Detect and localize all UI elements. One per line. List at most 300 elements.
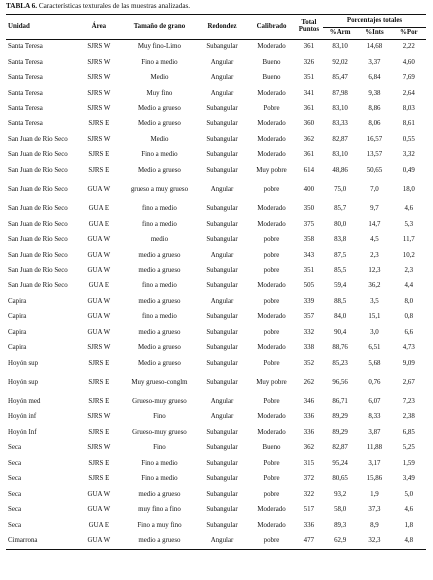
cell-area: GUA E xyxy=(88,205,110,213)
cell-por: 4,4 xyxy=(404,282,414,290)
cell-arm: 85,47 xyxy=(332,74,348,82)
table-row xyxy=(6,102,426,117)
cell-por: 2,22 xyxy=(402,43,415,51)
cell-unidad: Hoyón med xyxy=(8,398,41,406)
cell-calibrado: Pobre xyxy=(263,359,280,367)
cell-arm: 84,0 xyxy=(334,313,347,321)
cell-ints: 15,1 xyxy=(368,313,381,321)
cell-ints: 14,7 xyxy=(368,220,381,228)
cell-total-puntos: 262 xyxy=(303,378,315,386)
cell-arm: 83,8 xyxy=(334,236,347,244)
cell-area: SJRS E xyxy=(88,475,110,483)
cell-arm: 83,10 xyxy=(332,43,348,51)
cell-ints: 4,5 xyxy=(370,236,379,244)
cell-calibrado: Moderado xyxy=(257,135,286,143)
cell-total-puntos: 315 xyxy=(303,459,315,467)
cell-arm: 95,24 xyxy=(332,459,348,467)
cell-unidad: Hoyón sup xyxy=(8,359,39,367)
cell-tamano: fino a medio xyxy=(142,313,177,321)
cell-unidad: San Juan de Río Seco xyxy=(8,185,68,193)
cell-unidad: Santa Teresa xyxy=(8,58,43,66)
cell-area: SJRS W xyxy=(87,135,111,143)
table-row xyxy=(6,426,426,441)
cell-por: 0,55 xyxy=(402,135,415,143)
cell-calibrado: pobre xyxy=(263,251,280,259)
cell-arm: 92,02 xyxy=(332,58,348,66)
cell-total-puntos: 400 xyxy=(303,185,315,193)
cell-total-puntos: 339 xyxy=(303,297,315,305)
cell-total-puntos: 477 xyxy=(295,534,323,550)
cell-calibrado: Pobre xyxy=(263,475,280,483)
cell-por: 4,6 xyxy=(404,205,414,213)
cell-total-puntos: 361 xyxy=(303,105,315,113)
cell-calibrado: pobre xyxy=(263,297,280,305)
table-row xyxy=(6,248,426,263)
cell-tamano: medio a grueso xyxy=(138,251,181,259)
cell-ints: 9,7 xyxy=(370,205,379,213)
cell-calibrado: Moderado xyxy=(257,89,286,97)
cell-ints: 36,2 xyxy=(368,282,381,290)
cell-redondez: Subangular xyxy=(206,506,238,514)
table-row xyxy=(6,233,426,248)
cell-calibrado: Moderado xyxy=(257,282,286,290)
cell-total-puntos: 362 xyxy=(303,135,315,143)
cell-tamano: Fino a medio xyxy=(141,151,178,159)
cell-redondez: Subangular xyxy=(206,205,238,213)
cell-ints: 2,3 xyxy=(370,251,379,259)
cell-calibrado: Moderado xyxy=(257,313,286,321)
cell-arm: 48,86 xyxy=(332,166,348,174)
cell-por: 4,6 xyxy=(404,506,414,514)
cell-area: SJRS W xyxy=(87,344,111,352)
cell-arm: 86,71 xyxy=(332,398,348,406)
cell-area: GUA W xyxy=(87,266,111,274)
cell-area: GUA W xyxy=(87,251,111,259)
cell-calibrado: Pobre xyxy=(263,459,280,467)
cell-redondez: Angular xyxy=(210,185,234,193)
cell-area: SJRS W xyxy=(87,89,111,97)
cell-por: 3,49 xyxy=(402,475,415,483)
cell-unidad: San Juan de Río Seco xyxy=(8,151,68,159)
table-row xyxy=(6,487,426,502)
cell-tamano: Muy fino xyxy=(146,89,173,97)
cell-ints: 11,88 xyxy=(366,444,383,452)
header-area: Área xyxy=(75,15,123,40)
cell-por: 5,0 xyxy=(404,490,414,498)
cell-unidad: Hoyón sup xyxy=(8,378,39,386)
cell-tamano: fino a medio xyxy=(142,205,177,213)
cell-area: GUA W xyxy=(87,490,111,498)
table-row xyxy=(6,372,426,395)
cell-tamano: Grueso-muy grueso xyxy=(132,428,187,436)
cell-redondez: Subangular xyxy=(206,151,238,159)
cell-area: SJRS E xyxy=(88,459,110,467)
cell-redondez: Angular xyxy=(196,534,249,550)
cell-unidad: San Juan de Río Seco xyxy=(8,282,68,290)
cell-redondez: Subangular xyxy=(206,459,238,467)
cell-arm: 83,33 xyxy=(332,120,348,128)
cell-ints: 3,87 xyxy=(368,428,381,436)
cell-area: SJRS E xyxy=(88,378,110,386)
cell-area: SJRS W xyxy=(87,43,111,51)
header-redondez: Redondez xyxy=(196,15,249,40)
cell-arm: 90,4 xyxy=(334,328,347,336)
cell-calibrado: pobre xyxy=(263,328,280,336)
cell-ints: 12,3 xyxy=(368,266,381,274)
table-row xyxy=(6,534,426,550)
cell-tamano: fino a medio xyxy=(142,282,177,290)
cell-total-puntos: 505 xyxy=(303,282,315,290)
cell-redondez: Subangular xyxy=(206,282,238,290)
cell-por: 5,3 xyxy=(404,220,414,228)
cell-por: 0,49 xyxy=(402,166,415,174)
cell-total-puntos: 336 xyxy=(303,428,315,436)
cell-total-puntos: 517 xyxy=(303,506,315,514)
cell-unidad: San Juan de Río Seco xyxy=(8,220,68,228)
cell-area: GUA W xyxy=(87,313,111,321)
cell-calibrado: Pobre xyxy=(263,398,280,406)
table-row xyxy=(6,457,426,472)
cell-calibrado: Moderado xyxy=(257,120,286,128)
cell-unidad: Cimarrona xyxy=(6,534,75,550)
cell-calibrado: Moderado xyxy=(257,521,286,529)
cell-ints: 8,33 xyxy=(368,413,381,421)
cell-redondez: Subangular xyxy=(206,328,238,336)
cell-unidad: Santa Teresa xyxy=(8,89,43,97)
table-row xyxy=(6,503,426,518)
cell-calibrado: pobre xyxy=(263,185,280,193)
cell-arm: 62,9 xyxy=(323,534,357,550)
cell-redondez: Subangular xyxy=(206,344,238,352)
cell-unidad: San Juan de Río Seco xyxy=(8,236,68,244)
cell-tamano: Fino xyxy=(153,444,166,452)
cell-ints: 3,37 xyxy=(368,58,381,66)
cell-por: 7,23 xyxy=(402,398,415,406)
cell-redondez: Subangular xyxy=(206,266,238,274)
cell-arm: 89,29 xyxy=(332,428,348,436)
cell-por: 2,3 xyxy=(404,266,414,274)
cell-unidad: Hoyón inf xyxy=(8,413,37,421)
cell-tamano: medio a grueso xyxy=(138,297,181,305)
table-row xyxy=(6,217,426,232)
cell-ints: 14,68 xyxy=(366,43,383,51)
cell-arm: 85,7 xyxy=(334,205,347,213)
cell-unidad: Santa Teresa xyxy=(8,120,43,128)
cell-ints: 3,0 xyxy=(370,328,379,336)
cell-unidad: Seca xyxy=(8,475,22,483)
cell-ints: 8,86 xyxy=(368,105,381,113)
cell-area: SJRS E xyxy=(88,398,110,406)
header-ints: %Ints xyxy=(357,28,391,40)
cell-ints: 50,65 xyxy=(366,166,383,174)
cell-por: 7,69 xyxy=(402,74,415,82)
cell-tamano: fino a medio xyxy=(142,220,177,228)
table-row xyxy=(6,341,426,356)
cell-total-puntos: 336 xyxy=(303,521,315,529)
cell-por: 10,2 xyxy=(402,251,415,259)
cell-redondez: Subangular xyxy=(206,521,238,529)
cell-redondez: Angular xyxy=(210,74,234,82)
cell-arm: 89,3 xyxy=(334,521,347,529)
cell-tamano: Fino a medio xyxy=(141,475,178,483)
cell-tamano: medio a grueso xyxy=(138,490,181,498)
header-calibrado: Calibrado xyxy=(248,15,294,40)
cell-tamano: Fino a medio xyxy=(141,459,178,467)
cell-por: 6,6 xyxy=(404,328,414,336)
cell-calibrado: Moderado xyxy=(257,344,286,352)
cell-redondez: Angular xyxy=(210,413,234,421)
header-arm: %Arm xyxy=(323,28,357,40)
cell-total-puntos: 322 xyxy=(303,490,315,498)
cell-unidad: San Juan de Río Seco xyxy=(8,135,68,143)
table-row xyxy=(6,395,426,410)
cell-por: 4,8 xyxy=(392,534,426,550)
cell-total-puntos: 336 xyxy=(303,413,315,421)
cell-unidad: Capira xyxy=(8,328,27,336)
cell-total-puntos: 350 xyxy=(303,205,315,213)
cell-unidad: Santa Teresa xyxy=(8,105,43,113)
cell-redondez: Subangular xyxy=(206,428,238,436)
cell-por: 8,03 xyxy=(402,105,415,113)
cell-ints: 16,57 xyxy=(366,135,383,143)
cell-tamano: Medio a grueso xyxy=(138,344,181,352)
cell-redondez: Angular xyxy=(210,58,234,66)
cell-area: SJRS E xyxy=(88,359,110,367)
cell-calibrado: Moderado xyxy=(257,151,286,159)
cell-unidad: San Juan de Río Seco xyxy=(8,166,68,174)
cell-unidad: San Juan de Río Seco xyxy=(8,205,68,213)
cell-por: 8,0 xyxy=(404,297,414,305)
cell-arm: 87,5 xyxy=(334,251,347,259)
cell-por: 1,8 xyxy=(404,521,414,529)
cell-por: 2,64 xyxy=(402,89,415,97)
cell-tamano: Medio xyxy=(150,135,169,143)
cell-total-puntos: 341 xyxy=(303,89,315,97)
cell-tamano: Fino a medio xyxy=(141,58,178,66)
header-tamano: Tamaño de grano xyxy=(123,15,196,40)
table-caption xyxy=(6,2,190,10)
cell-arm: 82,87 xyxy=(332,444,348,452)
cell-calibrado: Bueno xyxy=(262,58,281,66)
cell-redondez: Subangular xyxy=(206,359,238,367)
cell-arm: 75,0 xyxy=(334,185,347,193)
cell-por: 2,67 xyxy=(402,378,415,386)
table-row xyxy=(6,148,426,163)
cell-redondez: Subangular xyxy=(206,166,238,174)
cell-total-puntos: 338 xyxy=(303,344,315,352)
textural-characteristics-table xyxy=(6,14,426,550)
cell-redondez: Angular xyxy=(210,89,234,97)
cell-tamano: Medio a grueso xyxy=(138,166,181,174)
cell-calibrado: pobre xyxy=(263,266,280,274)
cell-calibrado: Moderado xyxy=(257,413,286,421)
cell-unidad: Seca xyxy=(8,459,22,467)
cell-por: 5,25 xyxy=(402,444,415,452)
cell-area: SJRS W xyxy=(87,105,111,113)
cell-arm: 96,56 xyxy=(332,378,348,386)
cell-redondez: Subangular xyxy=(206,120,238,128)
cell-tamano: medio a grueso xyxy=(123,534,196,550)
cell-tamano: grueso a muy grueso xyxy=(130,185,189,193)
cell-area: GUA W xyxy=(75,534,123,550)
cell-ints: 0,76 xyxy=(368,378,381,386)
cell-total-puntos: 372 xyxy=(303,475,315,483)
cell-por: 8,61 xyxy=(402,120,415,128)
cell-arm: 80,65 xyxy=(332,475,348,483)
cell-calibrado: Pobre xyxy=(263,105,280,113)
cell-total-puntos: 343 xyxy=(303,251,315,259)
cell-por: 9,09 xyxy=(402,359,415,367)
cell-unidad: Hoyón Inf xyxy=(8,428,37,436)
table-caption-text: Características texturales de las muestras analizadas. xyxy=(37,2,191,10)
cell-redondez: Subangular xyxy=(206,236,238,244)
cell-ints: 6,84 xyxy=(368,74,381,82)
cell-total-puntos: 614 xyxy=(303,166,315,174)
cell-calibrado: pobre xyxy=(248,534,294,550)
cell-por: 4,73 xyxy=(402,344,415,352)
cell-area: SJRS E xyxy=(88,428,110,436)
cell-total-puntos: 352 xyxy=(303,359,315,367)
table-row xyxy=(6,472,426,487)
cell-calibrado: Moderado xyxy=(257,428,286,436)
cell-total-puntos: 332 xyxy=(303,328,315,336)
cell-arm: 88,5 xyxy=(334,297,347,305)
table-row xyxy=(6,202,426,217)
cell-tamano: Muy fino-Limo xyxy=(137,43,181,51)
cell-redondez: Subangular xyxy=(206,313,238,321)
cell-ints: 5,68 xyxy=(368,359,381,367)
cell-area: GUA E xyxy=(88,282,110,290)
cell-area: GUA W xyxy=(87,506,111,514)
cell-unidad: Seca xyxy=(8,444,22,452)
table-caption-label: TABLA 6. xyxy=(6,2,38,10)
cell-tamano: muy fino a fino xyxy=(138,506,181,514)
table-row xyxy=(6,410,426,425)
cell-unidad: Santa Teresa xyxy=(8,74,43,82)
table-row xyxy=(6,71,426,86)
cell-redondez: Subangular xyxy=(206,490,238,498)
cell-ints: 9,38 xyxy=(368,89,381,97)
cell-area: SJRS E xyxy=(88,166,110,174)
cell-unidad: Seca xyxy=(8,490,22,498)
cell-unidad: San Juan de Río Seco xyxy=(8,251,68,259)
cell-ints: 6,51 xyxy=(368,344,381,352)
cell-redondez: Subangular xyxy=(206,444,238,452)
cell-total-puntos: 357 xyxy=(303,313,315,321)
table-row xyxy=(6,325,426,340)
cell-arm: 93,2 xyxy=(334,490,347,498)
cell-ints: 3,17 xyxy=(368,459,381,467)
cell-calibrado: pobre xyxy=(263,236,280,244)
cell-por: 1,59 xyxy=(402,459,415,467)
cell-tamano: Fino xyxy=(153,413,166,421)
table-row xyxy=(6,295,426,310)
cell-unidad: Capira xyxy=(8,344,27,352)
cell-arm: 89,29 xyxy=(332,413,348,421)
cell-por: 4,60 xyxy=(402,58,415,66)
cell-total-puntos: 360 xyxy=(303,120,315,128)
cell-calibrado: Moderado xyxy=(257,205,286,213)
cell-unidad: Seca xyxy=(8,521,22,529)
cell-area: SJRS E xyxy=(88,120,110,128)
cell-area: SJRS W xyxy=(87,58,111,66)
cell-arm: 59,4 xyxy=(334,282,347,290)
cell-ints: 13,57 xyxy=(366,151,383,159)
cell-por: 6,85 xyxy=(402,428,415,436)
cell-redondez: Subangular xyxy=(206,475,238,483)
table-row xyxy=(6,518,426,533)
cell-calibrado: Moderado xyxy=(257,506,286,514)
cell-area: GUA E xyxy=(88,220,110,228)
cell-total-puntos: 362 xyxy=(303,444,315,452)
cell-calibrado: Muy pobre xyxy=(256,166,287,174)
cell-unidad: Capira xyxy=(8,297,27,305)
header-total-puntos: Total Puntos xyxy=(295,15,323,40)
cell-arm: 83,10 xyxy=(332,105,348,113)
cell-redondez: Subangular xyxy=(206,378,238,386)
cell-unidad: Capira xyxy=(8,313,27,321)
cell-ints: 7,0 xyxy=(370,185,379,193)
cell-redondez: Angular xyxy=(210,297,234,305)
header-por: %Por xyxy=(392,28,426,40)
cell-por: 2,38 xyxy=(402,413,415,421)
cell-arm: 80,0 xyxy=(334,220,347,228)
cell-area: SJRS W xyxy=(87,444,111,452)
cell-calibrado: Moderado xyxy=(257,220,286,228)
cell-arm: 83,10 xyxy=(332,151,348,159)
cell-tamano: medio xyxy=(150,236,169,244)
cell-tamano: Medio a grueso xyxy=(138,120,181,128)
table-row xyxy=(6,86,426,101)
cell-total-puntos: 361 xyxy=(303,43,315,51)
cell-tamano: medio a grueso xyxy=(138,266,181,274)
cell-total-puntos: 358 xyxy=(303,236,315,244)
cell-total-puntos: 375 xyxy=(303,220,315,228)
table-row xyxy=(6,279,426,294)
cell-redondez: Angular xyxy=(210,398,234,406)
cell-ints: 8,06 xyxy=(368,120,381,128)
cell-redondez: Subangular xyxy=(206,135,238,143)
cell-total-puntos: 346 xyxy=(303,398,315,406)
cell-area: GUA W xyxy=(87,185,111,193)
table-row xyxy=(6,40,426,56)
cell-area: SJRS W xyxy=(87,74,111,82)
cell-tamano: Muy grueso-conglm xyxy=(131,378,188,386)
cell-redondez: Angular xyxy=(210,251,234,259)
cell-redondez: Subangular xyxy=(206,220,238,228)
cell-ints: 15,86 xyxy=(366,475,383,483)
cell-calibrado: Moderado xyxy=(257,43,286,51)
table-row xyxy=(6,356,426,371)
cell-redondez: Subangular xyxy=(206,105,238,113)
table-row xyxy=(6,310,426,325)
cell-ints: 8,9 xyxy=(370,521,379,529)
cell-por: 3,32 xyxy=(402,151,415,159)
cell-calibrado: Bueno xyxy=(262,74,281,82)
cell-por: 0,8 xyxy=(404,313,414,321)
cell-redondez: Subangular xyxy=(206,43,238,51)
cell-unidad: San Juan de Río Seco xyxy=(8,266,68,274)
cell-arm: 58,0 xyxy=(334,506,347,514)
cell-total-puntos: 361 xyxy=(303,151,315,159)
cell-tamano: Medio a grueso xyxy=(138,359,181,367)
cell-arm: 85,5 xyxy=(334,266,347,274)
cell-ints: 6,07 xyxy=(368,398,381,406)
cell-arm: 82,87 xyxy=(332,135,348,143)
cell-tamano: Fino a muy fino xyxy=(137,521,182,529)
cell-total-puntos: 351 xyxy=(303,74,315,82)
cell-area: SJRS E xyxy=(88,151,110,159)
